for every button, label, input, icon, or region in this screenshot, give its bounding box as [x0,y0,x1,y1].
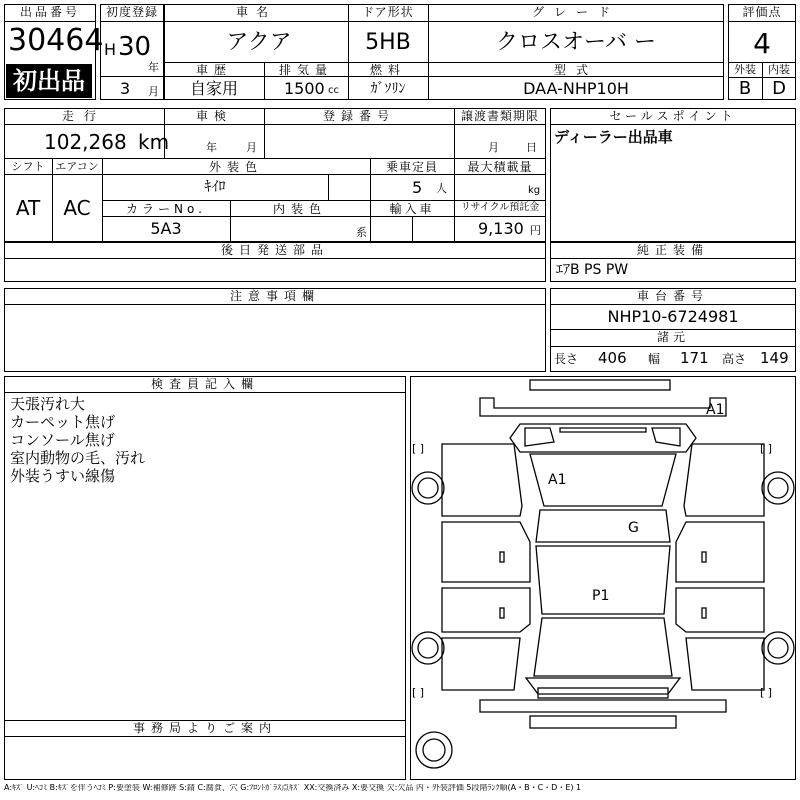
length: 406 [598,349,627,367]
model-label: 型式 [553,63,598,77]
int-color-unit: 系 [356,226,367,239]
capacity-label: 乗車定員 [385,160,438,174]
history: 自家用 [189,79,238,98]
ext-color: ｷｲﾛ [204,179,226,195]
reg-month: 3 [120,79,131,98]
door-type: 5HB [365,30,411,55]
transfer-day-unit: 日 [526,141,537,154]
shift-label: シフト [11,160,45,173]
history-label: 車歴 [195,63,232,77]
later-parts-label: 後日発送部品 [220,243,329,257]
color-no-label: カラーNo. [126,202,206,216]
recycle: 9,130 [478,219,524,238]
displacement-label: 排気量 [278,63,333,77]
ac: AC [63,196,91,220]
color-no: 5A3 [150,219,182,238]
inspector-line: 外装うすい線傷 [10,467,116,485]
office-label: 事務局よりご案内 [132,721,277,735]
score-label: 評価点 [742,5,782,19]
score: 4 [753,27,771,60]
mileage-unit: km [138,130,170,154]
transfer-month-unit: 月 [488,141,499,154]
load-label: 最大積載量 [467,160,533,174]
load-unit: kg [528,185,541,196]
interior-label: 内装 [768,63,790,76]
inspector-line: カーペット焦げ [10,413,116,431]
int-color-label: 内装色 [272,202,327,216]
shift: AT [15,196,41,220]
inspector-line: コンソール焦げ [10,431,115,449]
mark-p1: P1 [592,588,610,604]
transfer-label: 譲渡書類期限 [460,109,539,123]
reg-year: 30 [118,32,152,62]
recycle-unit: 円 [530,224,541,237]
ac-label: エアコン [55,160,99,173]
mark-a1-roof: A1 [548,472,567,488]
fuel-label: 燃料 [369,63,406,77]
bracket-left-bottom: [ ] [412,686,425,699]
inspector-line: 室内動物の毛、汚れ [10,449,146,467]
door-label: ドア形状 [362,5,414,19]
sales-label: セールスポイント [609,109,737,123]
bracket-right-top: [ ] [760,442,773,455]
inspection-label: 車検 [195,109,232,123]
reg-year-unit: 年 [148,61,159,74]
first-listing-badge: 初出品 [6,64,92,98]
reg-no-label: 登録番号 [322,109,395,123]
import-label: 輸入車 [389,202,435,216]
inspection-year-unit: 年 [206,141,217,154]
chassis-number: NHP10-6724981 [607,307,739,326]
car-name: アクア [226,30,292,55]
height-label: 高さ [722,352,747,366]
model: DAA-NHP10H [523,79,629,98]
notes-label: 注意事項欄 [229,289,320,303]
car-name-label: 車名 [235,5,276,19]
spec-label: 諸元 [656,330,689,344]
legend: A:ｷｽﾞ U:ﾍｺﾐ B:ｷｽﾞを伴うﾍｺﾐ P:要塗装 W:補修跡 S:錆 C:腐食、穴 G:ﾌﾛﾝﾄｶﾞﾗｽ点ｷｽﾞ XX:交換済み X:要交換 欠:欠品 内・外装評価 5段階ﾗﾝｸ順(A・B・C・D・E) 1 [4,784,582,792]
equipment: ｴｱB PS PW [556,262,629,278]
interior-grade: D [772,78,786,99]
width: 171 [680,349,709,367]
sales-point: ディーラー出品車 [554,128,673,146]
reg-month-unit: 月 [148,85,159,98]
grade-label: グレード [531,5,620,19]
capacity: 5 [412,178,423,197]
chassis-label: 車台番号 [636,289,709,303]
mark-a1-outer: A1 [706,402,725,418]
displacement: 1500 [284,79,325,98]
ext-color-label: 外装色 [208,160,263,174]
inspector-line: 天張汚れ大 [10,395,86,413]
lot-number: 30464 [8,23,104,58]
mark-g: G [628,520,639,536]
fuel: ｶﾞｿﾘﾝ [370,81,406,97]
exterior-label: 外装 [734,63,756,76]
car-diagram [410,376,796,780]
vehicle-info-box [4,108,546,242]
recycle-label: リサイクル預託金 [460,202,540,213]
mileage: 102,268 [44,130,127,154]
capacity-unit: 人 [436,182,447,195]
reg-label: 初度登録 [105,5,158,19]
width-label: 幅 [648,352,661,366]
mileage-label: 走行 [61,109,106,123]
displacement-unit: cc [328,85,339,96]
bracket-left-top: [ ] [412,442,425,455]
equipment-label: 純正装備 [636,243,709,257]
exterior-grade: B [738,78,752,99]
height: 149 [760,349,789,367]
inspector-label: 検査員記入欄 [150,377,259,391]
bracket-right-bottom: [ ] [760,686,773,699]
length-label: 長さ [554,352,579,366]
reg-era: H [104,40,117,59]
grade: クロスオーバ ー [496,30,656,55]
lot-number-label: 出品番号 [19,5,80,19]
inspection-month-unit: 月 [246,141,257,154]
